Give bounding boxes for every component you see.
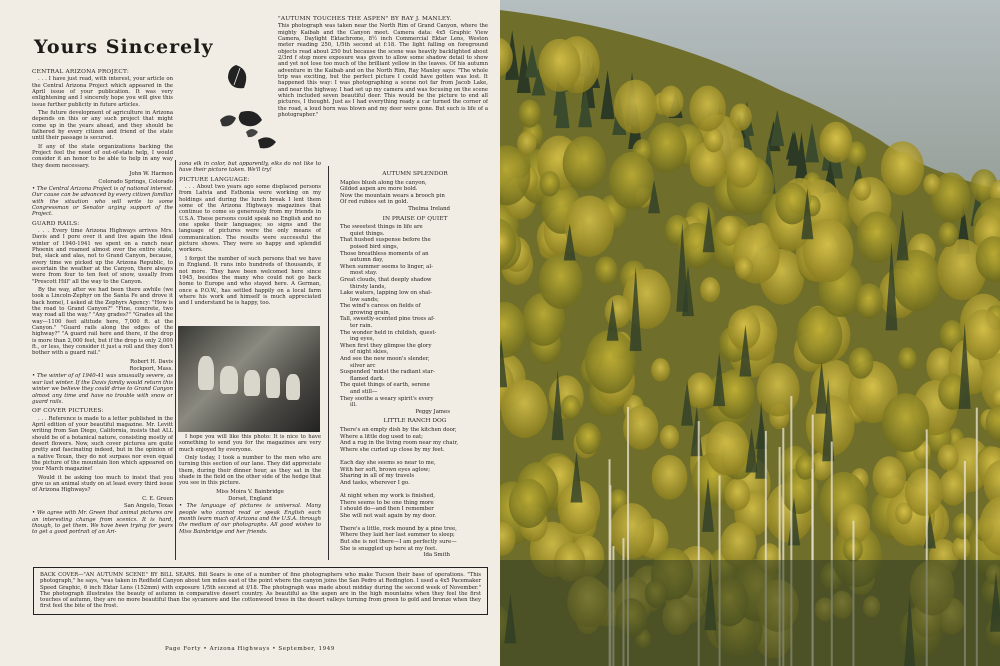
aspen-tree [652,455,688,500]
section-heading: OF COVER PICTURES: [32,408,104,415]
letter-location: San Angelo, Texas [123,503,173,509]
section-heading: CENTRAL ARIZONA PROJECT: [32,69,129,75]
aspen-tree [651,358,670,381]
poem-line: There's a little, rock mound by a pine tree, [340,525,457,532]
poem-line: quiet things. [350,230,385,237]
aspen-tree [939,470,968,506]
back-cover-caption [33,567,488,615]
aspen-tree [563,136,606,190]
poem-line: Lake waters, lapping low on shal- [340,290,432,297]
poem-line: Maples blush along the canyon, [340,179,427,186]
poem-author: Thelma Ireland [408,205,450,212]
aspen-tree [501,380,548,438]
aspen-tree [898,347,917,371]
editor-reply: • The winter of of 1940-41 was unusually severe, as war last winter. If the Davis family would return this winter we believe they could drive to Grand Canyon almost any time and have no trouble with snow or guard rails. [32,373,173,405]
aspen-tree [689,86,726,132]
poem-line: of night skies, [350,349,389,356]
poem-line: The wind's caress on fields of [340,303,421,310]
poem-line: They soothe a weary spirit's every [340,395,434,402]
aspen-tree [660,425,679,449]
poem-line: The wonder held in childish, quest- [340,329,437,336]
letter-paragraph: . . . About two years ago some displaced persons from Latvia and Esthonia were working on my holdings and during the lunch break I lent them some of the Arizona Highways magazines that continue to come so generously from my friends in U.S.A. These persons could speak no English and no one spoke their languages; so signs and the language of pictures were the only means of communication. The results were successful the picture shows. They were so happy and splendid workers. [179,184,321,254]
letter-location: Colorado Springs, Colorado [98,178,173,185]
poem-line: growing grain, [350,309,391,316]
poem-line: Great clouds, that deeply shadow [340,276,432,283]
poem-line: She is snuggled up here at my feet. [340,545,437,552]
aspen-tree [905,468,943,516]
letter-signature: Robert H. Davis [130,358,173,365]
poem-line: When first they glimpse the glory [340,342,432,349]
aspen-tree [881,141,924,195]
letter-paragraph: . . . I have just read, with interest, your article on the Central Arizona Project which appeared in the April issue of your publication. It was very enlightening and I sincerely hope you will give this issue further publicity in future articles. [32,76,173,108]
cover-photo-caption [278,13,488,161]
aspen-tree [700,277,720,302]
aspen-tree [609,152,655,209]
aspen-tree [538,39,580,92]
editor-reply: • The Central Arizona Project is of national interest. Our cause can be advanced by every citizen familiar with the situation who will write to some Congressman or Senator urging support of the Project. [32,185,173,218]
falling-leaves-illustration [206,60,286,160]
poem-line: ing eyes, [350,336,375,343]
letter-paragraph: Would it be asking too much to insist that you give us an animal study on at least every third issue of Arizona Highways? [32,474,173,494]
aspen-tree [705,421,748,475]
aspen-tree [730,103,752,130]
editor-reply: • The language of pictures is universal. Many people who cannot read or speak English each month learn much of Arizona and the U.S.A. through the medium of our photographs. All good wishes to Miss Bainbridge and her friends. [179,503,321,535]
aspen-tree [509,479,548,528]
poem-title: AUTUMN SPLENDOR [382,171,448,177]
poem-author: Ida Smith [423,552,450,559]
aspen-tree [735,256,753,279]
letter-signature: C. E. Green [142,495,173,502]
poem-author: Peggy James [415,408,450,415]
poem-autumn-splendor [340,180,490,206]
aspen-tree [704,128,724,153]
letter-signature: John W. Harmon [129,171,173,178]
aspen-tree [938,222,958,247]
letter-paragraph: . . . Reference is made to a letter published in the April edition of your beautiful magazine. Mr. Levitt writing from San Diego, California, insists that ALL should be of a botanical nature, consisting mostly of desert flowers. Now, such cover pictures are quite pretty and fascinating indeed, but in the opinion of a native Texan, they do not surpass nor even equal the picture of the mountain lion which appeared on your March magazine! [32,415,173,473]
aspen-tree [726,147,758,188]
poem-line: With her soft, brown eyes aglow; [340,466,431,473]
poem-line: and still— [350,389,378,395]
poem-line: Now the mountain wears a brooch pin [340,192,445,199]
letter-location: Dorset, England [228,496,272,503]
poem-line: The sweetest things in life are [340,224,423,231]
caption-heading: "AUTUMN TOUCHES THE ASPEN" BY RAY J. MANLEY. [278,16,452,22]
poem-line: When summer seems to linger, al- [340,263,433,270]
poem-line: flamed dark. [350,375,385,382]
letter-paragraph: Only today, I took a number to the men who are turning this section of our lane. They did appreciate them, during their dinner hour, as they sat in the shade in the field on the other side of the hedge that you see in this picture. [179,455,321,487]
poem-line: Gilded aspen are more bold. [340,186,418,193]
aspen-tree [658,86,683,117]
page-title: Yours Sincerely [34,36,214,58]
poem-line: At night when my work is finished, [340,492,436,499]
section-heading: PICTURE LANGUAGE: [179,176,250,183]
aspen-tree [539,254,583,309]
letter-paragraph: I forgot the number of such persons that we have in England. It runs into hundreds of thousands, if not more. They have been welcomed here since 1945, besides the many who could not go back home to Europe and who stayed here. A German, once a P.O.W., has settled happily on a local farm where his work and himself is much appreciated and I understand he is happy, too. [179,255,321,307]
aspen-tree [923,174,940,195]
forest-scene [500,0,1000,666]
aspen-tree [952,513,973,539]
poem-line: But she is not there—I am perfectly sure— [340,539,457,546]
section-heading: GUARD RAILS: [32,220,80,227]
poem-in-praise-of-quiet [340,224,490,409]
poem-line: Tall, sweetly-scented pine trees af- [340,316,435,323]
poem-line: ter rain. [350,323,373,330]
poem-line: She will not wait again by my door. [340,512,437,519]
poem-line: Where she curled up close by my feet. [340,446,445,453]
poem-line: Those breathless moments of an [340,250,429,257]
poem-line: Where they laid her last summer to sleep; [340,532,455,539]
poem-line: Suspended 'midst the radiant star- [340,369,435,376]
poem-line: There seems to be one thing more [340,499,434,506]
poem-line [340,486,490,493]
aspen-tree [952,537,970,560]
letter-paragraph: The future development of agriculture in Arizona depends on this or any such project that might come up in the years ahead, and they should be fathered by every citizen and friend of the state until their passage is secured. [32,110,173,142]
aspen-tree [882,393,929,452]
aspen-tree [540,171,560,196]
aspen-tree [848,347,873,379]
aspen-tree [725,479,751,511]
letters-column-2-lower [179,434,321,562]
poem-line: low sands; [350,296,379,303]
poem-title: LITTLE RANCH DOG [383,418,447,425]
poem-line: most stay. [350,270,378,277]
back-cover-heading: BACK COVER—"AN AUTUMN SCENE" BY BILL SEARS. [40,572,196,578]
aspen-tree [576,423,601,454]
poem-line [340,453,490,460]
poem-line [340,519,490,526]
poem-line: Sharing in all of my travels [340,473,415,480]
editor-reply: • We agree with Mr. Green that animal pictures are an interesting change from scenics. It is hard, though, to get them. We have been trying for years to get a good portrait of an Ari- [32,510,173,536]
editor-reply-continued: zona elk in color, but apparently, elks do not like to have their picture taken. We'll try! [179,161,321,174]
poem-line: Of red rubies set in gold. [340,199,409,206]
poem-line: ill. [350,402,357,409]
poem-line: I should do—and then I remember [340,506,434,513]
column-divider [328,166,329,560]
aspen-tree [853,178,871,201]
poem-line: thirsty lands, [350,283,386,290]
poem-line: silver arc [350,362,376,369]
aspen-tree [819,122,852,163]
poem-line: And a rug in the living room near my chair, [340,440,459,447]
poem-little-ranch-dog [340,427,490,552]
aspen-tree [775,183,808,225]
aspen-tree [561,395,581,420]
page-footer: Page Forty • Arizona Highways • September, 1949 [165,646,335,652]
poetry-column [340,168,490,561]
aspen-tree [614,80,657,134]
letter-paragraph: If any of the state organizations backing the Project feel the need of out-of-state help, I would consider it an honor to be able to help in any way they deem necessary. [32,143,173,169]
letter-paragraph: By the way, after we had been there awhile (we took a Lincoln-Zephyr on the Santa Fe and drove it back home), I asked at the Zephyrs Agency: "How is the road to Grand Canyon?" "Fine, concrete, two way road all the way." "Any grades?" "Grades all the way—1100 feet altitude here, 7,000 ft. at the Canyon." "Guard rails along the edges of the highway?" "A guard rail here and there, if the drop is more than 2,000 feet, but if the drop is only 2,000 ft., or less, they consider it just a roll and they don't bother with a guard rail." [32,287,173,357]
poem-line: That hushed suspense before the [340,237,431,244]
letter-paragraph: . . . Every time Arizona Highways arrives Mrs. Davis and I pore over it and live again the ideal winter of 1940-1941 we spent on a ranch near Phoenix and roamed almost over the entire state, but, slack and alas, not to Grand Canyon, because, every time we picked up the Arizona Republic, to ascertain the weather at the Canyon, there always were from four to ten feet of snow, usually from "Prescott Hill" all the way to the Canyon. [32,227,173,285]
column-divider [175,160,176,560]
poem-title: IN PRAISE OF QUIET [382,215,448,222]
poem-line: Where a little dog used to eat; [340,433,423,440]
letter-location: Rockport, Mass. [129,366,173,373]
aspen-tree [605,295,631,328]
aspen-tree [610,503,654,559]
aspen-tree [647,123,687,173]
poem-line: The quiet things of earth, serene [340,382,430,389]
caption-text: This photograph was taken near the North Rim of Grand Canyon, where the mighty Kaibab and the Canyon meet. Camera data: 4x5 Graphic View Camera, Daylight Ektachrome, 8½ inch Commercial Ektar Lens, Weston meter reading 250, 1/5th second at f:18. The light falling on foreground objects read about 250 but because the scene was heavily backlighted about 2/3rd f stop more exposure was given to allow some shadow detail to show and yet not lose too much of the brilliant yellow in the leaves. Of his autumn adventure in the Kaibab and on the North Rim, Ray Manley says: "The whole trip was exciting, but the perfect picture I could have gotten was lost. It happened this way: I was photographing a scene not far from Jacob Lake, and near the highway. I had set up my camera and was focusing on the scene which included seven beautiful deer. This would be the picture to end all pictures, I thought. Just as I had everything ready a car turned the corner of the road, a loud horn was blown and my deer were gone. But such is life of a photographer." [278,23,488,119]
poem-line: Each day she seems so near to me, [340,459,436,466]
aspen-tree [518,100,540,128]
poem-line: There's an empty dish by the kitchen door, [340,426,457,433]
aspen-tree [872,456,906,498]
poem-line: And tasks, wherever I go. [340,479,410,486]
aspen-tree [855,283,883,318]
poem-line: autumn day, [350,257,384,264]
poem-line: And see the new moon's slender, [340,356,430,363]
aspen-tree [623,269,671,329]
letters-column-1 [32,66,173,559]
aspen-tree [757,363,800,417]
aspen-tree [595,256,618,285]
workers-photograph [178,326,320,432]
letters-column-2 [179,161,321,326]
aspen-tree [938,444,959,470]
poem-line: poised bird sings, [350,243,399,250]
letter-paragraph: I hope you will like this photo: It is nice to have something to send you for the magazines are very much enjoyed by everyone. [179,434,321,453]
aspen-forest-photograph [500,0,1000,666]
letter-signature: Miss Moira V. Bainbridge [216,488,284,495]
back-cover-text: Bill Sears is one of a number of fine photographers who make Tucson their base of operations. "This photograph," he says, "was taken in Redfield Canyon about ten miles east of the point where the canyon joins the San Pedro at Redington. I used a 4x5 Pacemaker Speed Graphic, 6 inch Ektar Lens (152mm) with exposure 1/5th second at f/18. The photograph was made about midday during the second week of November." The photograph illustrates the beauty of autumn in comparative desert country. As beautiful as the aspen are in the high mountains when they feel the first touches of autumn, they are no more beautiful than the sycamore and the cottonwood trees in the desert valleys turning from green to gold and bronze when they first feel the bite of the frost. [40,572,482,610]
